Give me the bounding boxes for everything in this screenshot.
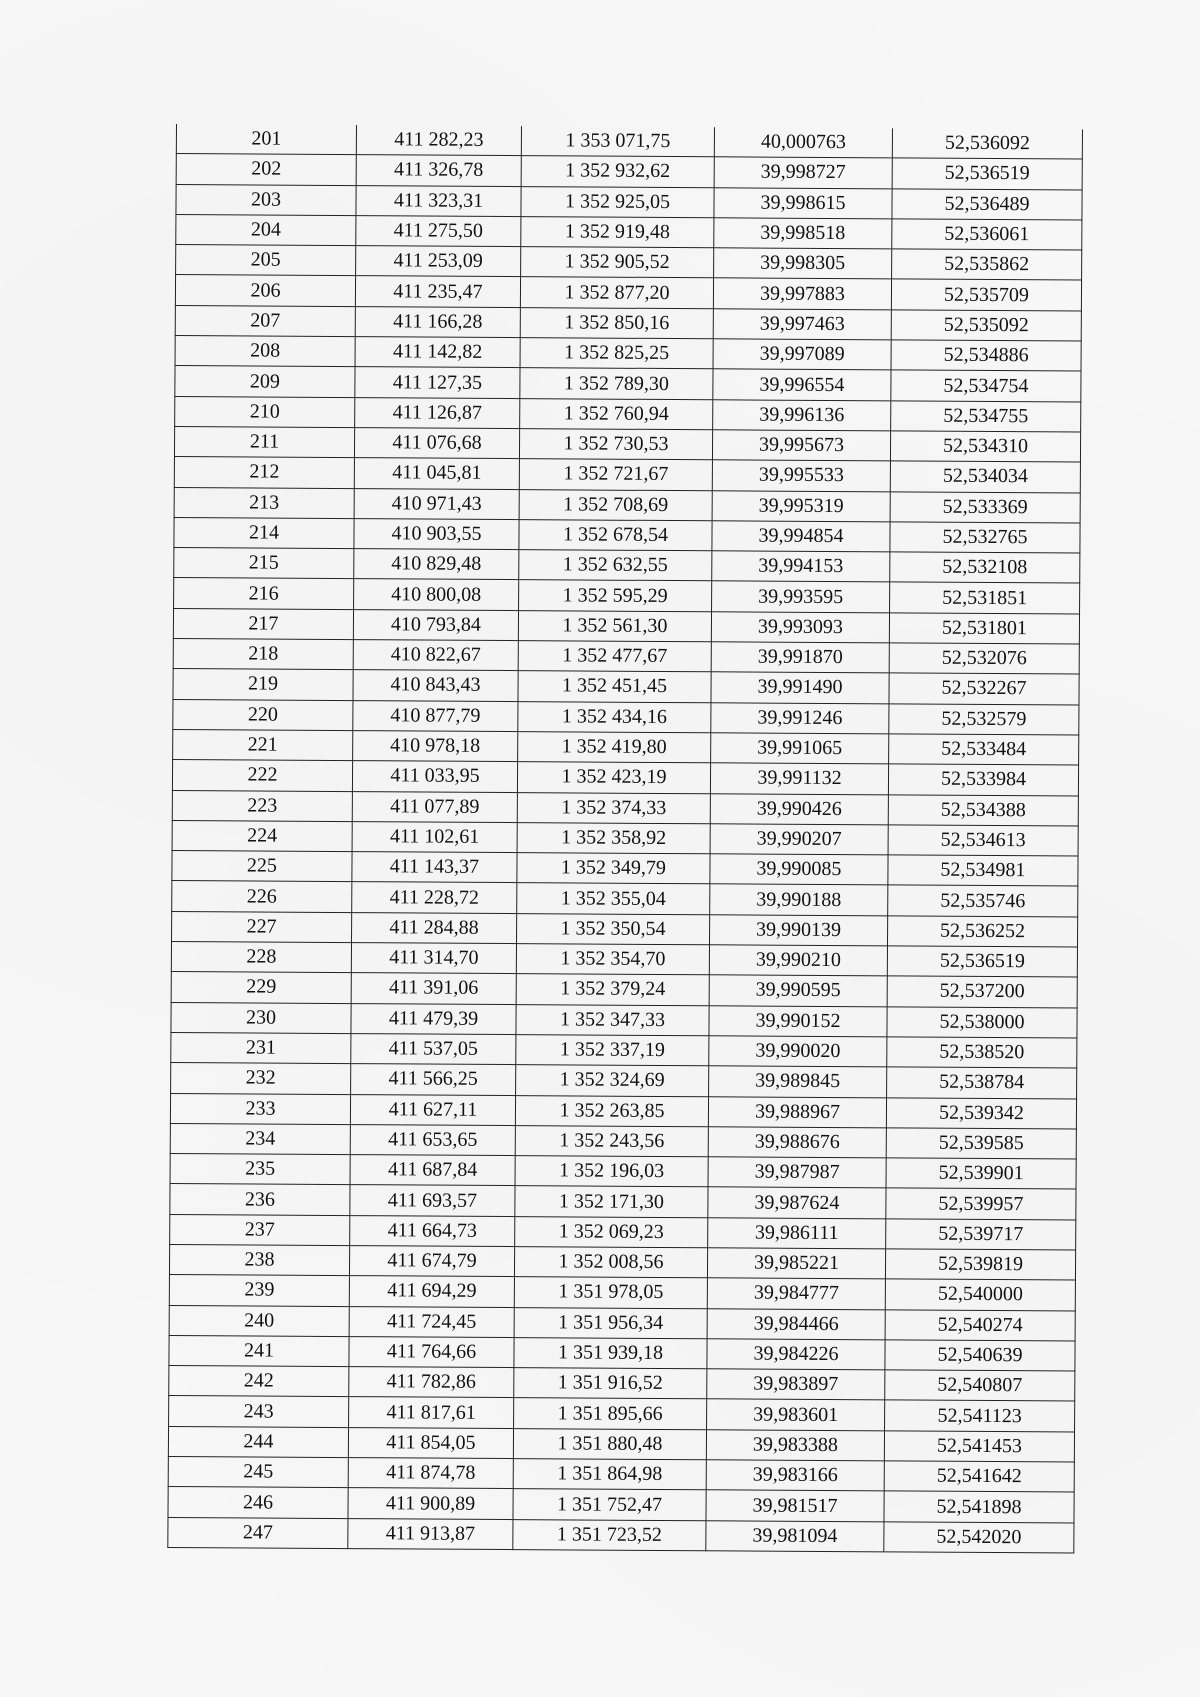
longitude-cell: 52,532108 [890, 552, 1080, 583]
x-coordinate-cell: 411 900,89 [348, 1488, 513, 1519]
point-number-cell: 231 [171, 1032, 351, 1063]
y-coordinate-cell: 1 352 423,19 [517, 762, 710, 793]
point-number-cell: 225 [172, 851, 352, 882]
longitude-cell: 52,541898 [884, 1491, 1074, 1522]
x-coordinate-cell: 411 874,78 [348, 1458, 513, 1489]
latitude-cell: 39,995673 [712, 430, 890, 461]
longitude-cell: 52,534388 [888, 794, 1078, 825]
point-number-cell: 223 [172, 790, 352, 821]
y-coordinate-cell: 1 351 723,52 [513, 1519, 706, 1550]
longitude-cell: 52,535092 [891, 310, 1081, 341]
point-number-cell: 245 [168, 1457, 348, 1488]
point-number-cell: 236 [170, 1184, 350, 1215]
longitude-cell: 52,535746 [888, 885, 1078, 916]
point-number-cell: 213 [174, 487, 354, 518]
longitude-cell: 52,536061 [892, 219, 1082, 250]
longitude-cell: 52,536519 [892, 158, 1082, 189]
latitude-cell: 39,996136 [713, 399, 891, 430]
longitude-cell: 52,533369 [890, 491, 1080, 522]
point-number-cell: 221 [173, 729, 353, 760]
latitude-cell: 39,989845 [709, 1066, 887, 1097]
y-coordinate-cell: 1 352 374,33 [517, 792, 710, 823]
y-coordinate-cell: 1 352 350,54 [516, 913, 709, 944]
point-number-cell: 237 [170, 1214, 350, 1245]
y-coordinate-cell: 1 352 069,23 [515, 1216, 708, 1247]
longitude-cell: 52,532765 [890, 522, 1080, 553]
latitude-cell: 39,990139 [709, 914, 887, 945]
latitude-cell: 39,997089 [713, 339, 891, 370]
y-coordinate-cell: 1 352 730,53 [519, 429, 712, 460]
x-coordinate-cell: 411 326,78 [356, 155, 521, 186]
point-number-cell: 244 [168, 1426, 348, 1457]
longitude-cell: 52,537200 [887, 976, 1077, 1007]
point-number-cell: 241 [169, 1335, 349, 1366]
longitude-cell: 52,532267 [889, 673, 1079, 704]
latitude-cell: 39,983897 [707, 1369, 885, 1400]
longitude-cell: 52,542020 [884, 1522, 1074, 1553]
x-coordinate-cell: 411 228,72 [352, 882, 517, 913]
longitude-cell: 52,533984 [888, 764, 1078, 795]
x-coordinate-cell: 410 793,84 [353, 609, 518, 640]
latitude-cell: 39,998305 [714, 248, 892, 279]
y-coordinate-cell: 1 352 196,03 [515, 1156, 708, 1187]
longitude-cell: 52,540639 [885, 1340, 1075, 1371]
point-number-cell: 201 [176, 124, 356, 155]
x-coordinate-cell: 411 126,87 [355, 397, 520, 428]
x-coordinate-cell: 411 694,29 [349, 1276, 514, 1307]
longitude-cell: 52,531801 [889, 613, 1079, 644]
y-coordinate-cell: 1 352 419,80 [518, 732, 711, 763]
point-number-cell: 215 [174, 548, 354, 579]
point-number-cell: 230 [171, 1002, 351, 1033]
latitude-cell: 39,986111 [708, 1217, 886, 1248]
latitude-cell: 39,997883 [713, 278, 891, 309]
y-coordinate-cell: 1 352 354,70 [516, 944, 709, 975]
latitude-cell: 40,000763 [714, 127, 892, 158]
coordinates-table-wrapper [167, 124, 1082, 1553]
y-coordinate-cell: 1 352 595,29 [519, 580, 712, 611]
longitude-cell: 52,534981 [888, 855, 1078, 886]
latitude-cell: 39,987987 [708, 1157, 886, 1188]
point-number-cell: 219 [173, 669, 353, 700]
latitude-cell: 39,996554 [713, 369, 891, 400]
longitude-cell: 52,536519 [887, 946, 1077, 977]
x-coordinate-cell: 410 829,48 [354, 549, 519, 580]
latitude-cell: 39,993595 [712, 581, 890, 612]
point-number-cell: 235 [170, 1154, 350, 1185]
point-number-cell: 246 [168, 1487, 348, 1518]
latitude-cell: 39,988676 [708, 1127, 886, 1158]
latitude-cell: 39,997463 [713, 309, 891, 340]
point-number-cell: 203 [176, 184, 356, 215]
point-number-cell: 217 [173, 608, 353, 639]
point-number-cell: 206 [175, 275, 355, 306]
y-coordinate-cell: 1 352 358,92 [517, 822, 710, 853]
x-coordinate-cell: 411 077,89 [352, 791, 517, 822]
longitude-cell: 52,539717 [886, 1219, 1076, 1250]
x-coordinate-cell: 411 664,73 [350, 1215, 515, 1246]
y-coordinate-cell: 1 352 825,25 [520, 338, 713, 369]
y-coordinate-cell: 1 352 919,48 [521, 216, 714, 247]
x-coordinate-cell: 411 479,39 [351, 1003, 516, 1034]
x-coordinate-cell: 411 102,61 [352, 821, 517, 852]
latitude-cell: 39,990595 [709, 975, 887, 1006]
y-coordinate-cell: 1 352 932,62 [521, 156, 714, 187]
y-coordinate-cell: 1 352 721,67 [519, 459, 712, 490]
x-coordinate-cell: 410 978,18 [353, 731, 518, 762]
point-number-cell: 208 [175, 336, 355, 367]
x-coordinate-cell: 411 143,37 [352, 852, 517, 883]
x-coordinate-cell: 410 822,67 [353, 640, 518, 671]
y-coordinate-cell: 1 352 789,30 [520, 368, 713, 399]
latitude-cell: 39,995319 [712, 490, 890, 521]
x-coordinate-cell: 411 817,61 [349, 1397, 514, 1428]
latitude-cell: 39,981094 [706, 1520, 884, 1551]
point-number-cell: 214 [174, 517, 354, 548]
x-coordinate-cell: 411 235,47 [355, 276, 520, 307]
y-coordinate-cell: 1 352 477,67 [518, 641, 711, 672]
y-coordinate-cell: 1 352 905,52 [521, 247, 714, 278]
x-coordinate-cell: 411 033,95 [352, 761, 517, 792]
latitude-cell: 39,983388 [706, 1430, 884, 1461]
x-coordinate-cell: 411 653,65 [350, 1124, 515, 1155]
x-coordinate-cell: 411 724,45 [349, 1306, 514, 1337]
x-coordinate-cell: 411 253,09 [356, 246, 521, 277]
latitude-cell: 39,981517 [706, 1490, 884, 1521]
x-coordinate-cell: 411 076,68 [354, 428, 519, 459]
longitude-cell: 52,532579 [889, 704, 1079, 735]
x-coordinate-cell: 411 166,28 [355, 306, 520, 337]
x-coordinate-cell: 411 323,31 [356, 185, 521, 216]
latitude-cell: 39,991870 [711, 642, 889, 673]
x-coordinate-cell: 411 566,25 [351, 1064, 516, 1095]
latitude-cell: 39,984226 [707, 1339, 885, 1370]
longitude-cell: 52,539585 [886, 1128, 1076, 1159]
x-coordinate-cell: 411 045,81 [354, 458, 519, 489]
x-coordinate-cell: 411 142,82 [355, 337, 520, 368]
longitude-cell: 52,541123 [885, 1400, 1075, 1431]
point-number-cell: 218 [173, 639, 353, 670]
y-coordinate-cell: 1 351 978,05 [514, 1277, 707, 1308]
longitude-cell: 52,534754 [891, 370, 1081, 401]
y-coordinate-cell: 1 352 337,19 [516, 1034, 709, 1065]
longitude-cell: 52,540807 [885, 1370, 1075, 1401]
longitude-cell: 52,540274 [885, 1309, 1075, 1340]
point-number-cell: 229 [171, 972, 351, 1003]
y-coordinate-cell: 1 352 678,54 [519, 519, 712, 550]
longitude-cell: 52,536252 [887, 916, 1077, 947]
point-number-cell: 233 [170, 1093, 350, 1124]
longitude-cell: 52,538784 [887, 1067, 1077, 1098]
point-number-cell: 242 [169, 1366, 349, 1397]
longitude-cell: 52,541642 [884, 1461, 1074, 1492]
coordinates-table-body [168, 124, 1083, 1553]
latitude-cell: 39,994854 [712, 521, 890, 552]
x-coordinate-cell: 411 314,70 [351, 943, 516, 974]
latitude-cell: 39,998518 [714, 218, 892, 249]
latitude-cell: 39,991065 [711, 733, 889, 764]
latitude-cell: 39,998727 [714, 157, 892, 188]
point-number-cell: 220 [173, 699, 353, 730]
point-number-cell: 207 [175, 305, 355, 336]
y-coordinate-cell: 1 351 939,18 [514, 1337, 707, 1368]
longitude-cell: 52,535709 [891, 279, 1081, 310]
x-coordinate-cell: 411 275,50 [356, 215, 521, 246]
longitude-cell: 52,539342 [886, 1097, 1076, 1128]
y-coordinate-cell: 1 352 171,30 [515, 1186, 708, 1217]
point-number-cell: 227 [172, 911, 352, 942]
point-number-cell: 239 [169, 1275, 349, 1306]
longitude-cell: 52,538520 [887, 1037, 1077, 1068]
y-coordinate-cell: 1 352 243,56 [515, 1125, 708, 1156]
latitude-cell: 39,984466 [707, 1308, 885, 1339]
point-number-cell: 222 [172, 760, 352, 791]
longitude-cell: 52,535862 [892, 249, 1082, 280]
y-coordinate-cell: 1 352 263,85 [515, 1095, 708, 1126]
y-coordinate-cell: 1 352 347,33 [516, 1004, 709, 1035]
coordinates-table [167, 124, 1083, 1553]
latitude-cell: 39,994153 [712, 551, 890, 582]
y-coordinate-cell: 1 352 708,69 [519, 489, 712, 520]
longitude-cell: 52,540000 [885, 1279, 1075, 1310]
longitude-cell: 52,538000 [887, 1006, 1077, 1037]
y-coordinate-cell: 1 352 434,16 [518, 701, 711, 732]
longitude-cell: 52,532076 [889, 643, 1079, 674]
x-coordinate-cell: 411 782,86 [349, 1367, 514, 1398]
longitude-cell: 52,534886 [891, 340, 1081, 371]
y-coordinate-cell: 1 352 349,79 [517, 853, 710, 884]
point-number-cell: 232 [171, 1063, 351, 1094]
longitude-cell: 52,539901 [886, 1158, 1076, 1189]
point-number-cell: 243 [169, 1396, 349, 1427]
point-number-cell: 240 [169, 1305, 349, 1336]
point-number-cell: 226 [172, 881, 352, 912]
latitude-cell: 39,990188 [710, 884, 888, 915]
x-coordinate-cell: 411 127,35 [355, 367, 520, 398]
latitude-cell: 39,984777 [707, 1278, 885, 1309]
latitude-cell: 39,987624 [708, 1187, 886, 1218]
x-coordinate-cell: 411 284,88 [352, 912, 517, 943]
y-coordinate-cell: 1 351 895,66 [514, 1398, 707, 1429]
latitude-cell: 39,991246 [711, 702, 889, 733]
latitude-cell: 39,990207 [710, 824, 888, 855]
y-coordinate-cell: 1 352 008,56 [514, 1247, 707, 1278]
y-coordinate-cell: 1 351 864,98 [513, 1459, 706, 1490]
y-coordinate-cell: 1 352 451,45 [518, 671, 711, 702]
latitude-cell: 39,990152 [709, 1005, 887, 1036]
y-coordinate-cell: 1 351 752,47 [513, 1489, 706, 1520]
latitude-cell: 39,991490 [711, 672, 889, 703]
longitude-cell: 52,531851 [890, 582, 1080, 613]
y-coordinate-cell: 1 351 916,52 [514, 1368, 707, 1399]
latitude-cell: 39,985221 [707, 1248, 885, 1279]
y-coordinate-cell: 1 351 880,48 [513, 1428, 706, 1459]
y-coordinate-cell: 1 352 561,30 [518, 610, 711, 641]
y-coordinate-cell: 1 352 379,24 [516, 974, 709, 1005]
y-coordinate-cell: 1 352 355,04 [517, 883, 710, 914]
y-coordinate-cell: 1 351 956,34 [514, 1307, 707, 1338]
point-number-cell: 224 [172, 820, 352, 851]
point-number-cell: 204 [176, 214, 356, 245]
x-coordinate-cell: 411 693,57 [350, 1185, 515, 1216]
y-coordinate-cell: 1 352 850,16 [520, 307, 713, 338]
longitude-cell: 52,539957 [886, 1188, 1076, 1219]
x-coordinate-cell: 411 687,84 [350, 1155, 515, 1186]
x-coordinate-cell: 411 764,66 [349, 1336, 514, 1367]
longitude-cell: 52,541453 [884, 1431, 1074, 1462]
longitude-cell: 52,533484 [889, 734, 1079, 765]
point-number-cell: 238 [169, 1244, 349, 1275]
latitude-cell: 39,988967 [708, 1096, 886, 1127]
latitude-cell: 39,990020 [709, 1036, 887, 1067]
y-coordinate-cell: 1 352 877,20 [520, 277, 713, 308]
longitude-cell: 52,534613 [888, 825, 1078, 856]
x-coordinate-cell: 410 877,79 [353, 700, 518, 731]
x-coordinate-cell: 410 903,55 [354, 518, 519, 549]
x-coordinate-cell: 410 800,08 [354, 579, 519, 610]
x-coordinate-cell: 411 391,06 [351, 973, 516, 1004]
point-number-cell: 205 [176, 245, 356, 276]
point-number-cell: 228 [171, 942, 351, 973]
point-number-cell: 202 [176, 154, 356, 185]
y-coordinate-cell: 1 352 925,05 [521, 186, 714, 217]
point-number-cell: 211 [174, 426, 354, 457]
latitude-cell: 39,995533 [712, 460, 890, 491]
latitude-cell: 39,990210 [709, 945, 887, 976]
latitude-cell: 39,993093 [711, 612, 889, 643]
latitude-cell: 39,990085 [710, 854, 888, 885]
longitude-cell: 52,534034 [890, 461, 1080, 492]
latitude-cell: 39,991132 [710, 763, 888, 794]
latitude-cell: 39,990426 [710, 793, 888, 824]
longitude-cell: 52,536092 [892, 128, 1082, 159]
longitude-cell: 52,536489 [892, 188, 1082, 219]
table-row [168, 1517, 1074, 1553]
x-coordinate-cell: 411 854,05 [348, 1427, 513, 1458]
point-number-cell: 247 [168, 1517, 348, 1548]
x-coordinate-cell: 411 537,05 [351, 1033, 516, 1064]
y-coordinate-cell: 1 352 324,69 [516, 1065, 709, 1096]
latitude-cell: 39,998615 [714, 187, 892, 218]
point-number-cell: 210 [175, 396, 355, 427]
latitude-cell: 39,983166 [706, 1460, 884, 1491]
x-coordinate-cell: 411 282,23 [356, 125, 521, 156]
x-coordinate-cell: 411 913,87 [348, 1518, 513, 1549]
point-number-cell: 234 [170, 1123, 350, 1154]
longitude-cell: 52,534310 [890, 431, 1080, 462]
latitude-cell: 39,983601 [707, 1399, 885, 1430]
longitude-cell: 52,539819 [885, 1249, 1075, 1280]
point-number-cell: 216 [174, 578, 354, 609]
x-coordinate-cell: 410 843,43 [353, 670, 518, 701]
longitude-cell: 52,534755 [891, 401, 1081, 432]
point-number-cell: 209 [175, 366, 355, 397]
y-coordinate-cell: 1 352 632,55 [519, 550, 712, 581]
x-coordinate-cell: 410 971,43 [354, 488, 519, 519]
y-coordinate-cell: 1 352 760,94 [520, 398, 713, 429]
x-coordinate-cell: 411 674,79 [349, 1246, 514, 1277]
x-coordinate-cell: 411 627,11 [350, 1094, 515, 1125]
y-coordinate-cell: 1 353 071,75 [521, 126, 714, 157]
point-number-cell: 212 [174, 457, 354, 488]
